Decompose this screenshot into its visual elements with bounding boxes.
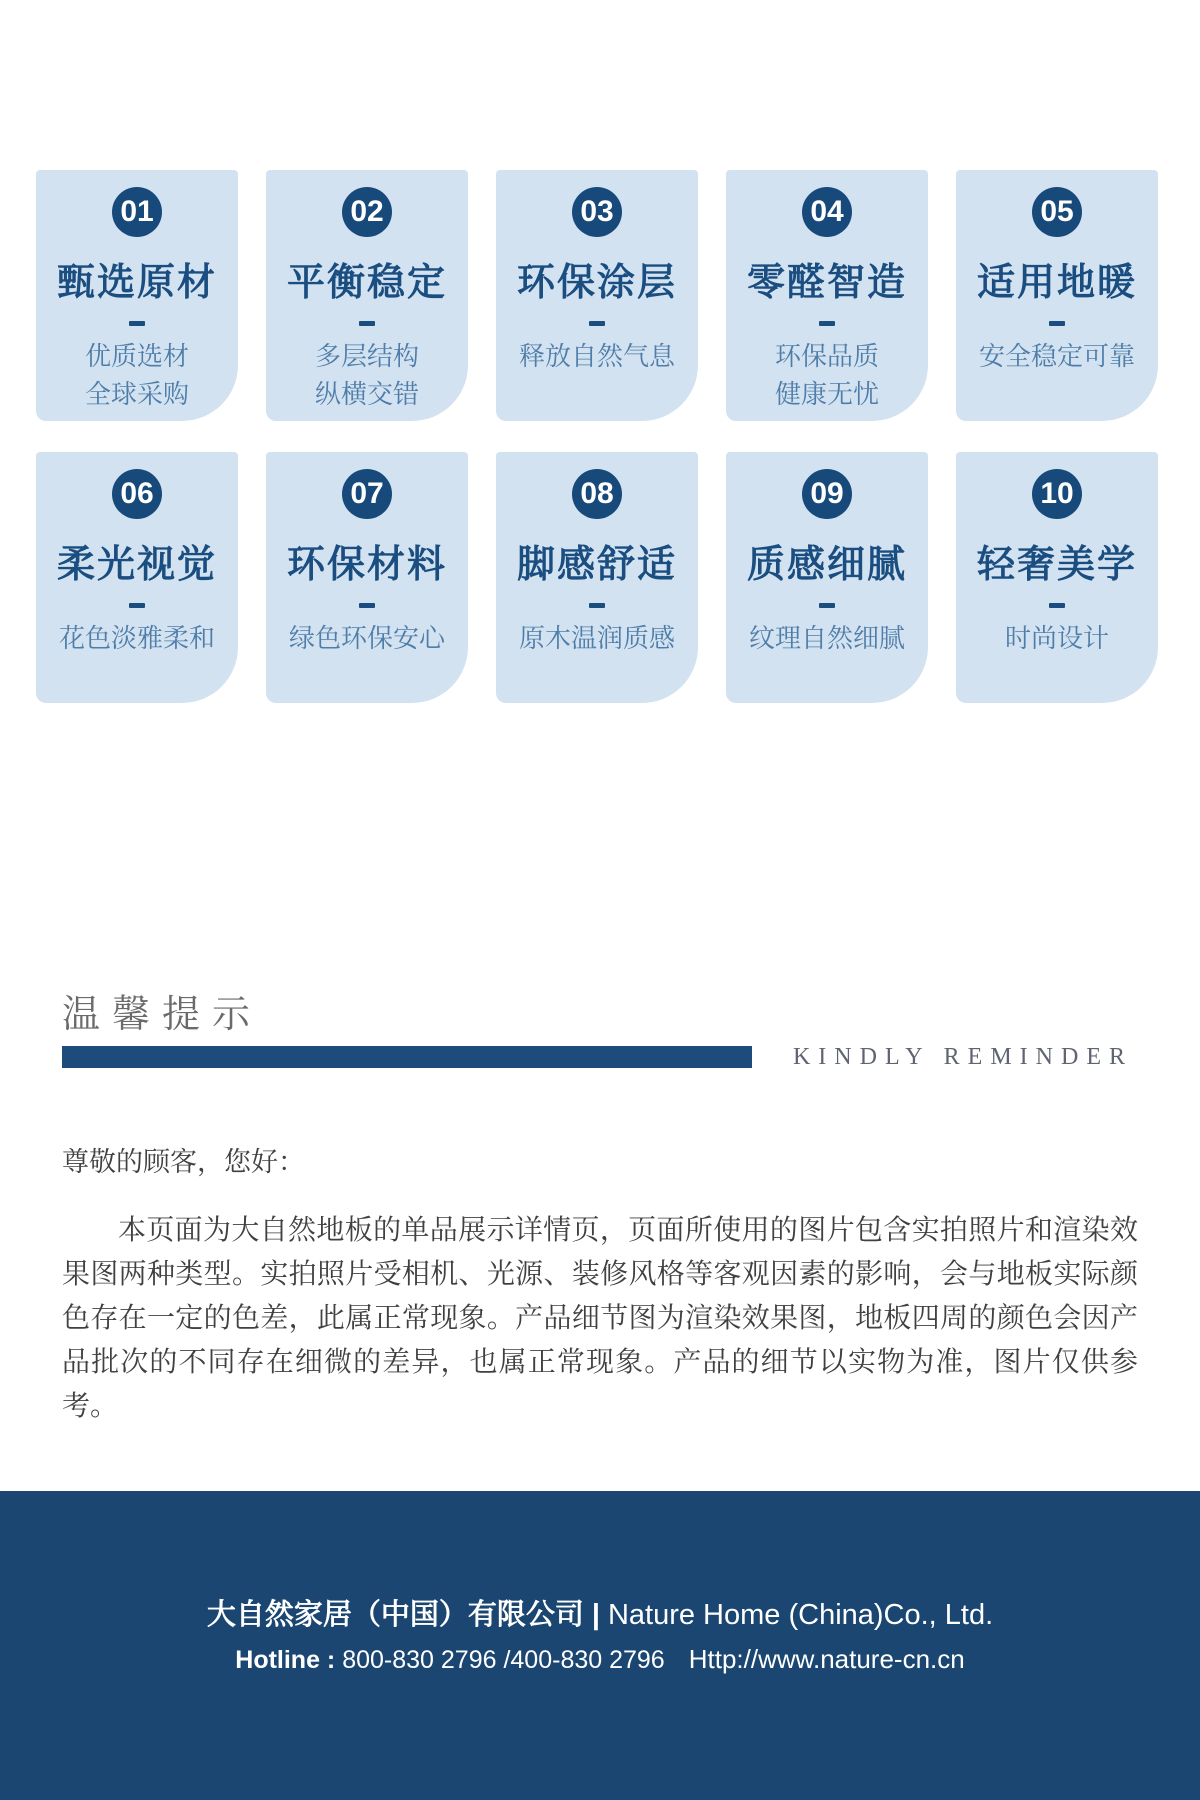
dash-divider <box>129 603 145 608</box>
feature-card-04 <box>726 170 928 421</box>
feature-description <box>749 619 905 657</box>
dash-divider <box>819 603 835 608</box>
feature-description <box>979 337 1135 375</box>
feature-card-07 <box>266 452 468 703</box>
reminder-heading-en: KINDLY REMINDER <box>792 1044 1133 1070</box>
feature-desc-line1: 时尚设计 <box>1004 623 1109 653</box>
feature-number-badge: 10 <box>1032 469 1082 519</box>
feature-description <box>519 619 675 657</box>
footer <box>0 1491 1200 1800</box>
feature-number-badge: 03 <box>572 187 622 237</box>
feature-description <box>315 337 419 413</box>
dash-divider <box>1049 603 1065 608</box>
feature-desc-line1: 纹理自然细腻 <box>748 623 905 653</box>
feature-description <box>289 619 445 657</box>
feature-number-badge: 05 <box>1032 187 1082 237</box>
feature-number-badge: 07 <box>342 469 392 519</box>
feature-desc-line1: 环保品质 <box>774 341 879 371</box>
reminder-heading-cn: 温馨提示 <box>62 994 263 1036</box>
feature-title: 甄选原材 <box>56 262 217 304</box>
feature-title: 适用地暖 <box>976 262 1137 304</box>
feature-number-badge: 08 <box>572 469 622 519</box>
feature-description <box>85 337 189 413</box>
dash-divider <box>359 321 375 326</box>
feature-number-badge: 04 <box>802 187 852 237</box>
feature-title: 质感细腻 <box>746 544 907 586</box>
feature-card-06 <box>36 452 238 703</box>
feature-description <box>519 337 675 375</box>
feature-cards-section <box>36 170 1164 734</box>
feature-title: 柔光视觉 <box>56 544 217 586</box>
feature-desc-line1: 释放自然气息 <box>518 341 675 371</box>
footer-hotline-numbers: 800-830 2796 /400-830 2796 <box>342 1646 665 1674</box>
dash-divider <box>819 321 835 326</box>
feature-card-05 <box>956 170 1158 421</box>
feature-desc-line2: 纵横交错 <box>314 379 419 409</box>
feature-card-09 <box>726 452 928 703</box>
feature-row-2 <box>36 452 1164 703</box>
feature-card-02 <box>266 170 468 421</box>
dash-divider <box>359 603 375 608</box>
feature-card-10 <box>956 452 1158 703</box>
feature-desc-line1: 原木温润质感 <box>518 623 675 653</box>
feature-title: 环保材料 <box>286 544 447 586</box>
reminder-body-text: 本页面为大自然地板的单品展示详情页，页面所使用的图片包含实拍照片和渲染效果图两种类型。实拍照片受相机、光源、装修风格等客观因素的影响，会与地板实际颜色存在一定的色差，此属正常现象。产品细节图为渲染效果图，地板四周的颜色会因产品批次的不同存在细微的差异，也属正常现象。产品的细节以实物为准，图片仅供参考。 <box>62 1214 1138 1421</box>
feature-title: 零醛智造 <box>746 262 907 304</box>
footer-hotline-label: Hotline : <box>235 1646 343 1674</box>
feature-card-08 <box>496 452 698 703</box>
feature-description <box>59 619 215 657</box>
feature-description <box>1005 619 1109 657</box>
dash-divider <box>589 603 605 608</box>
footer-company-line <box>0 1601 1200 1630</box>
feature-number-badge: 01 <box>112 187 162 237</box>
feature-desc-line1: 安全稳定可靠 <box>978 341 1135 371</box>
dash-divider <box>129 321 145 326</box>
feature-row-1 <box>36 170 1164 421</box>
reminder-greeting: 尊敬的顾客，您好： <box>62 1147 305 1177</box>
reminder-accent-bar <box>62 1046 752 1068</box>
feature-card-03 <box>496 170 698 421</box>
feature-title: 平衡稳定 <box>286 262 447 304</box>
dash-divider <box>1049 321 1065 326</box>
feature-desc-line1: 优质选材 <box>84 341 189 371</box>
feature-description <box>775 337 879 413</box>
footer-separator: | <box>591 1599 600 1631</box>
footer-contact-line <box>0 1646 1200 1673</box>
dash-divider <box>589 321 605 326</box>
feature-desc-line2: 全球采购 <box>84 379 189 409</box>
feature-title: 环保涂层 <box>516 262 677 304</box>
footer-company-name-en: Nature Home (China)Co., Ltd. <box>607 1599 994 1631</box>
feature-title: 脚感舒适 <box>516 544 677 586</box>
feature-desc-line1: 绿色环保安心 <box>288 623 445 653</box>
feature-desc-line1: 多层结构 <box>314 341 419 371</box>
feature-title: 轻奢美学 <box>976 544 1137 586</box>
feature-desc-line1: 花色淡雅柔和 <box>58 623 215 653</box>
footer-website-url: Http://www.nature-cn.cn <box>688 1644 965 1674</box>
feature-number-badge: 02 <box>342 187 392 237</box>
footer-company-name-cn: 大自然家居（中国）有限公司 <box>206 1599 584 1631</box>
feature-card-01 <box>36 170 238 421</box>
feature-number-badge: 06 <box>112 469 162 519</box>
feature-desc-line2: 健康无忧 <box>774 379 879 409</box>
feature-number-badge: 09 <box>802 469 852 519</box>
